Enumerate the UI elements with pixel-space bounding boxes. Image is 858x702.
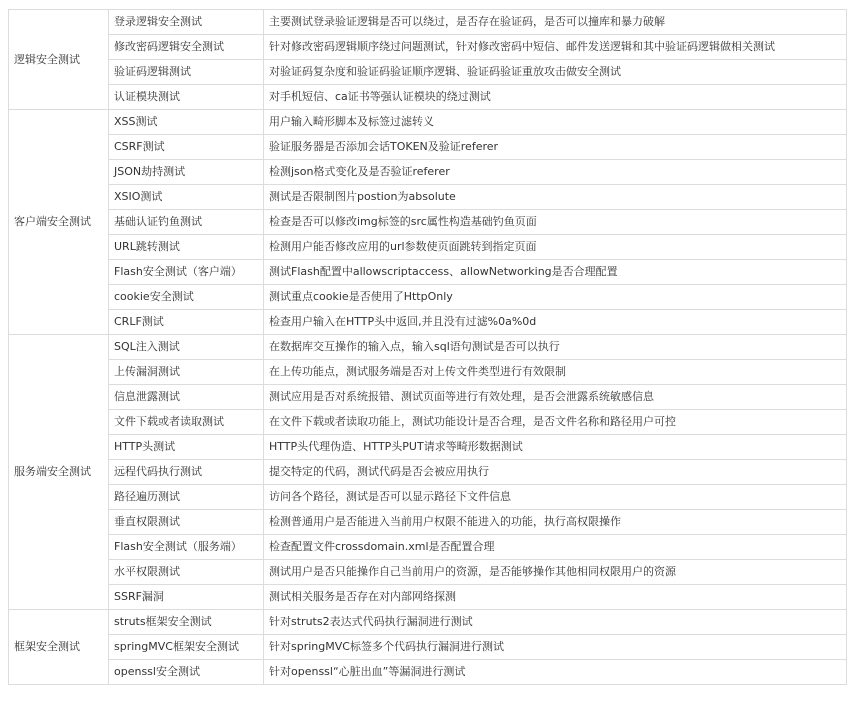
test-description-cell: 针对openssl“心脏出血”等漏洞进行测试 — [264, 660, 847, 685]
test-description-cell: 测试Flash配置中allowscriptaccess、allowNetworking是否合理配置 — [264, 260, 847, 285]
test-name-cell: 上传漏洞测试 — [109, 360, 264, 385]
table-row — [9, 60, 847, 85]
test-name-cell: 修改密码逻辑安全测试 — [109, 35, 264, 60]
table-row — [9, 535, 847, 560]
test-description-cell: 主要测试登录验证逻辑是否可以绕过，是否存在验证码，是否可以撞库和暴力破解 — [264, 10, 847, 35]
test-description-cell: 用户输入畸形脚本及标签过滤转义 — [264, 110, 847, 135]
test-description-cell: 在数据库交互操作的输入点，输入sql语句测试是否可以执行 — [264, 335, 847, 360]
test-description-cell: 测试应用是否对系统报错、测试页面等进行有效处理，是否会泄露系统敏感信息 — [264, 385, 847, 410]
test-name-cell: HTTP头测试 — [109, 435, 264, 460]
test-description-cell: 检测json格式变化及是否验证referer — [264, 160, 847, 185]
security-test-table — [8, 9, 847, 685]
test-name-cell: Flash安全测试（客户端） — [109, 260, 264, 285]
test-name-cell: 路径遍历测试 — [109, 485, 264, 510]
test-name-cell: 登录逻辑安全测试 — [109, 10, 264, 35]
test-description-cell: 针对springMVC标签多个代码执行漏洞进行测试 — [264, 635, 847, 660]
table-row — [9, 360, 847, 385]
test-name-cell: 垂直权限测试 — [109, 510, 264, 535]
table-row — [9, 385, 847, 410]
test-description-cell: 检查用户输入在HTTP头中返回,并且没有过滤%0a%0d — [264, 310, 847, 335]
test-name-cell: CSRF测试 — [109, 135, 264, 160]
table-row — [9, 110, 847, 135]
table-row — [9, 185, 847, 210]
test-description-cell: 提交特定的代码，测试代码是否会被应用执行 — [264, 460, 847, 485]
test-description-cell: 对验证码复杂度和验证码验证顺序逻辑、验证码验证重放攻击做安全测试 — [264, 60, 847, 85]
table-row — [9, 560, 847, 585]
table-row — [9, 85, 847, 110]
test-name-cell: 验证码逻辑测试 — [109, 60, 264, 85]
test-description-cell: 针对struts2表达式代码执行漏洞进行测试 — [264, 610, 847, 635]
table-row — [9, 585, 847, 610]
test-description-cell: 检测普通用户是否能进入当前用户权限不能进入的功能，执行高权限操作 — [264, 510, 847, 535]
test-name-cell: 文件下载或者读取测试 — [109, 410, 264, 435]
test-name-cell: 基础认证钓鱼测试 — [109, 210, 264, 235]
test-description-cell: 验证服务器是否添加会话TOKEN及验证referer — [264, 135, 847, 160]
test-name-cell: XSS测试 — [109, 110, 264, 135]
table-row — [9, 460, 847, 485]
test-name-cell: URL跳转测试 — [109, 235, 264, 260]
test-name-cell: JSON劫持测试 — [109, 160, 264, 185]
table-row — [9, 485, 847, 510]
test-description-cell: 测试相关服务是否存在对内部网络探测 — [264, 585, 847, 610]
test-description-cell: 测试是否限制图片postion为absolute — [264, 185, 847, 210]
table-row — [9, 260, 847, 285]
test-description-cell: 检查是否可以修改img标签的src属性构造基础钓鱼页面 — [264, 210, 847, 235]
test-description-cell: 测试用户是否只能操作自己当前用户的资源，是否能够操作其他相同权限用户的资源 — [264, 560, 847, 585]
test-name-cell: 水平权限测试 — [109, 560, 264, 585]
table-row — [9, 660, 847, 685]
category-cell: 逻辑安全测试 — [9, 10, 109, 110]
test-description-cell: 检查配置文件crossdomain.xml是否配置合理 — [264, 535, 847, 560]
test-description-cell: 对手机短信、ca证书等强认证模块的绕过测试 — [264, 85, 847, 110]
table-row — [9, 510, 847, 535]
test-name-cell: CRLF测试 — [109, 310, 264, 335]
test-name-cell: XSIO测试 — [109, 185, 264, 210]
test-description-cell: 访问各个路径，测试是否可以显示路径下文件信息 — [264, 485, 847, 510]
table-row — [9, 160, 847, 185]
table-row — [9, 610, 847, 635]
table-row — [9, 10, 847, 35]
test-description-cell: 测试重点cookie是否使用了HttpOnly — [264, 285, 847, 310]
test-description-cell: 检测用户能否修改应用的url参数使页面跳转到指定页面 — [264, 235, 847, 260]
test-name-cell: Flash安全测试（服务端） — [109, 535, 264, 560]
category-cell: 框架安全测试 — [9, 610, 109, 685]
table-row — [9, 435, 847, 460]
test-description-cell: 在上传功能点，测试服务端是否对上传文件类型进行有效限制 — [264, 360, 847, 385]
table-row — [9, 310, 847, 335]
category-cell: 客户端安全测试 — [9, 110, 109, 335]
table-row — [9, 135, 847, 160]
test-description-cell: HTTP头代理伪造、HTTP头PUT请求等畸形数据测试 — [264, 435, 847, 460]
table-row — [9, 335, 847, 360]
test-description-cell: 在文件下载或者读取功能上，测试功能设计是否合理，是否文件名称和路径用户可控 — [264, 410, 847, 435]
table-body — [9, 10, 847, 685]
table-row — [9, 410, 847, 435]
test-name-cell: 信息泄露测试 — [109, 385, 264, 410]
test-name-cell: cookie安全测试 — [109, 285, 264, 310]
test-name-cell: 远程代码执行测试 — [109, 460, 264, 485]
table-row — [9, 635, 847, 660]
test-name-cell: springMVC框架安全测试 — [109, 635, 264, 660]
test-name-cell: 认证模块测试 — [109, 85, 264, 110]
table-row — [9, 285, 847, 310]
test-name-cell: struts框架安全测试 — [109, 610, 264, 635]
test-description-cell: 针对修改密码逻辑顺序绕过问题测试，针对修改密码中短信、邮件发送逻辑和其中验证码逻辑做相关测试 — [264, 35, 847, 60]
test-name-cell: openssl安全测试 — [109, 660, 264, 685]
category-cell: 服务端安全测试 — [9, 335, 109, 610]
test-name-cell: SSRF漏洞 — [109, 585, 264, 610]
table-row — [9, 235, 847, 260]
table-row — [9, 35, 847, 60]
test-name-cell: SQL注入测试 — [109, 335, 264, 360]
table-row — [9, 210, 847, 235]
